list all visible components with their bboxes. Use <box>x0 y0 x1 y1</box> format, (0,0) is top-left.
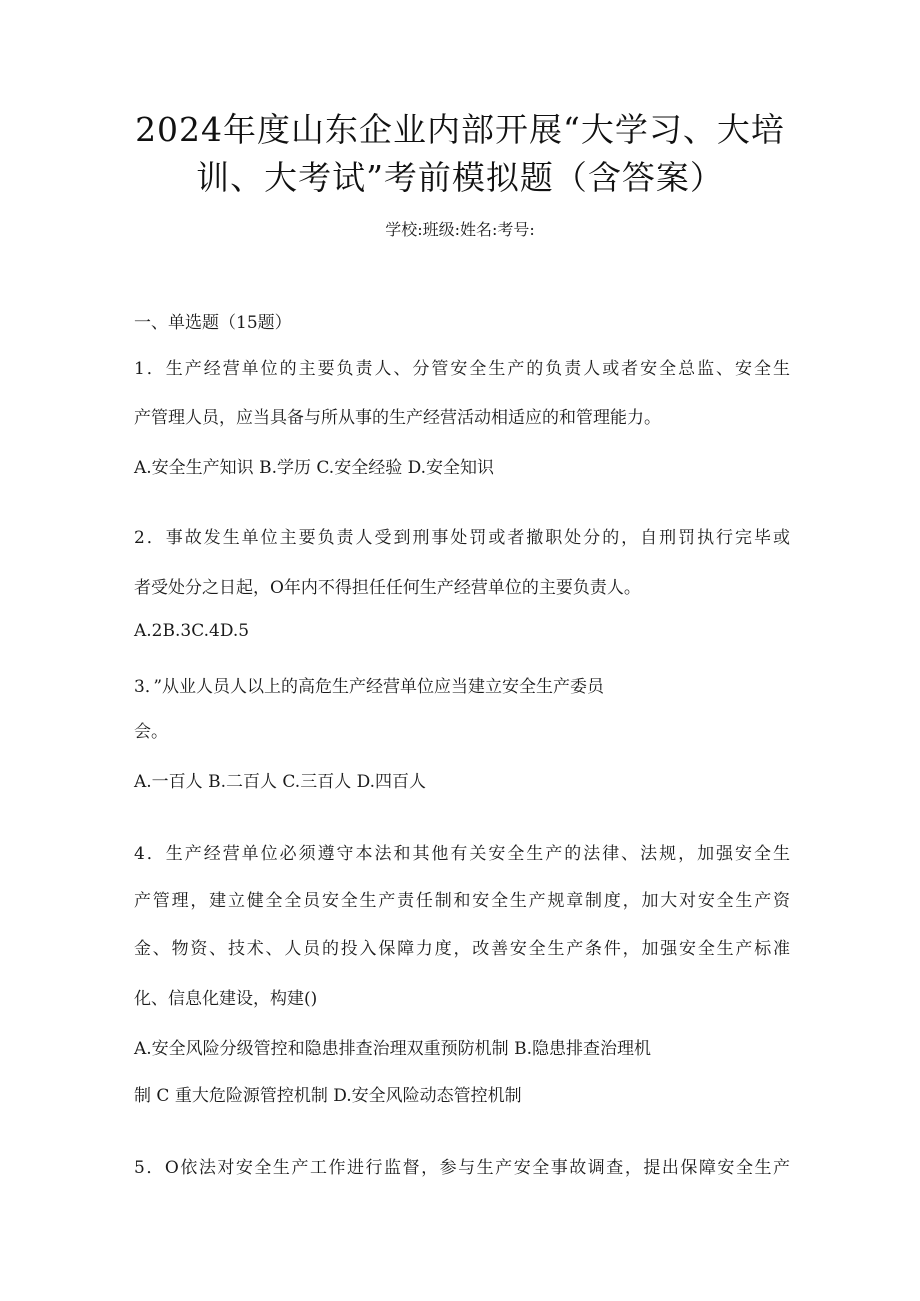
question-1-line-1: 1．生产经营单位的主要负责人、分管安全生产的负责人或者安全总监、安全生 <box>134 359 790 379</box>
question-4-line-2: 产管理，建立健全全员安全生产责任制和安全生产规章制度，加大对安全生产资 <box>134 891 790 911</box>
question-4-line-3: 金、物资、技术、人员的投入保障力度，改善安全生产条件，加强安全生产标准 <box>134 939 790 959</box>
question-4-options-line-1: A.安全风险分级管控和隐患排查治理双重预防机制 B.隐患排查治理机 <box>134 1039 651 1059</box>
question-1-options: A.安全生产知识 B.学历 C.安全经验 D.安全知识 <box>134 458 495 478</box>
question-4-line-1: 4．生产经营单位必须遵守本法和其他有关安全生产的法律、法规，加强安全生 <box>134 844 790 864</box>
question-2-line-2: 者受处分之日起，O年内不得担任任何生产经营单位的主要负责人。 <box>134 578 641 598</box>
question-3-line-1: 3．”从业人员人以上的高危生产经营单位应当建立安全生产委员 <box>134 677 605 697</box>
question-2-options: A.2B.3C.4D.5 <box>134 621 250 641</box>
question-5-line-1: 5．O依法对安全生产工作进行监督，参与生产安全事故调查，提出保障安全生产 <box>134 1158 790 1178</box>
section-heading: 一、单选题（15题） <box>134 313 292 333</box>
document-title-line-1: 2024年度山东企业内部开展“大学习、大培 <box>135 110 785 149</box>
question-1-line-2: 产管理人员，应当具备与所从事的生产经营活动相适应的和管理能力。 <box>134 408 661 428</box>
student-info-line: 学校:班级:姓名:考号: <box>385 220 535 239</box>
question-3-options: A.一百人 B.二百人 C.三百人 D.四百人 <box>134 772 427 792</box>
question-2-line-1: 2．事故发生单位主要负责人受到刑事处罚或者撤职处分的，自刑罚执行完毕或 <box>134 528 790 548</box>
question-4-options-line-2: 制 C 重大危险源管控机制 D.安全风险动态管控机制 <box>134 1086 522 1106</box>
document-title-line-2: 训、大考试”考前模拟题（含答案） <box>196 158 724 197</box>
question-3-line-2: 会。 <box>134 722 168 742</box>
question-4-line-4: 化、信息化建设，构建() <box>134 989 318 1009</box>
